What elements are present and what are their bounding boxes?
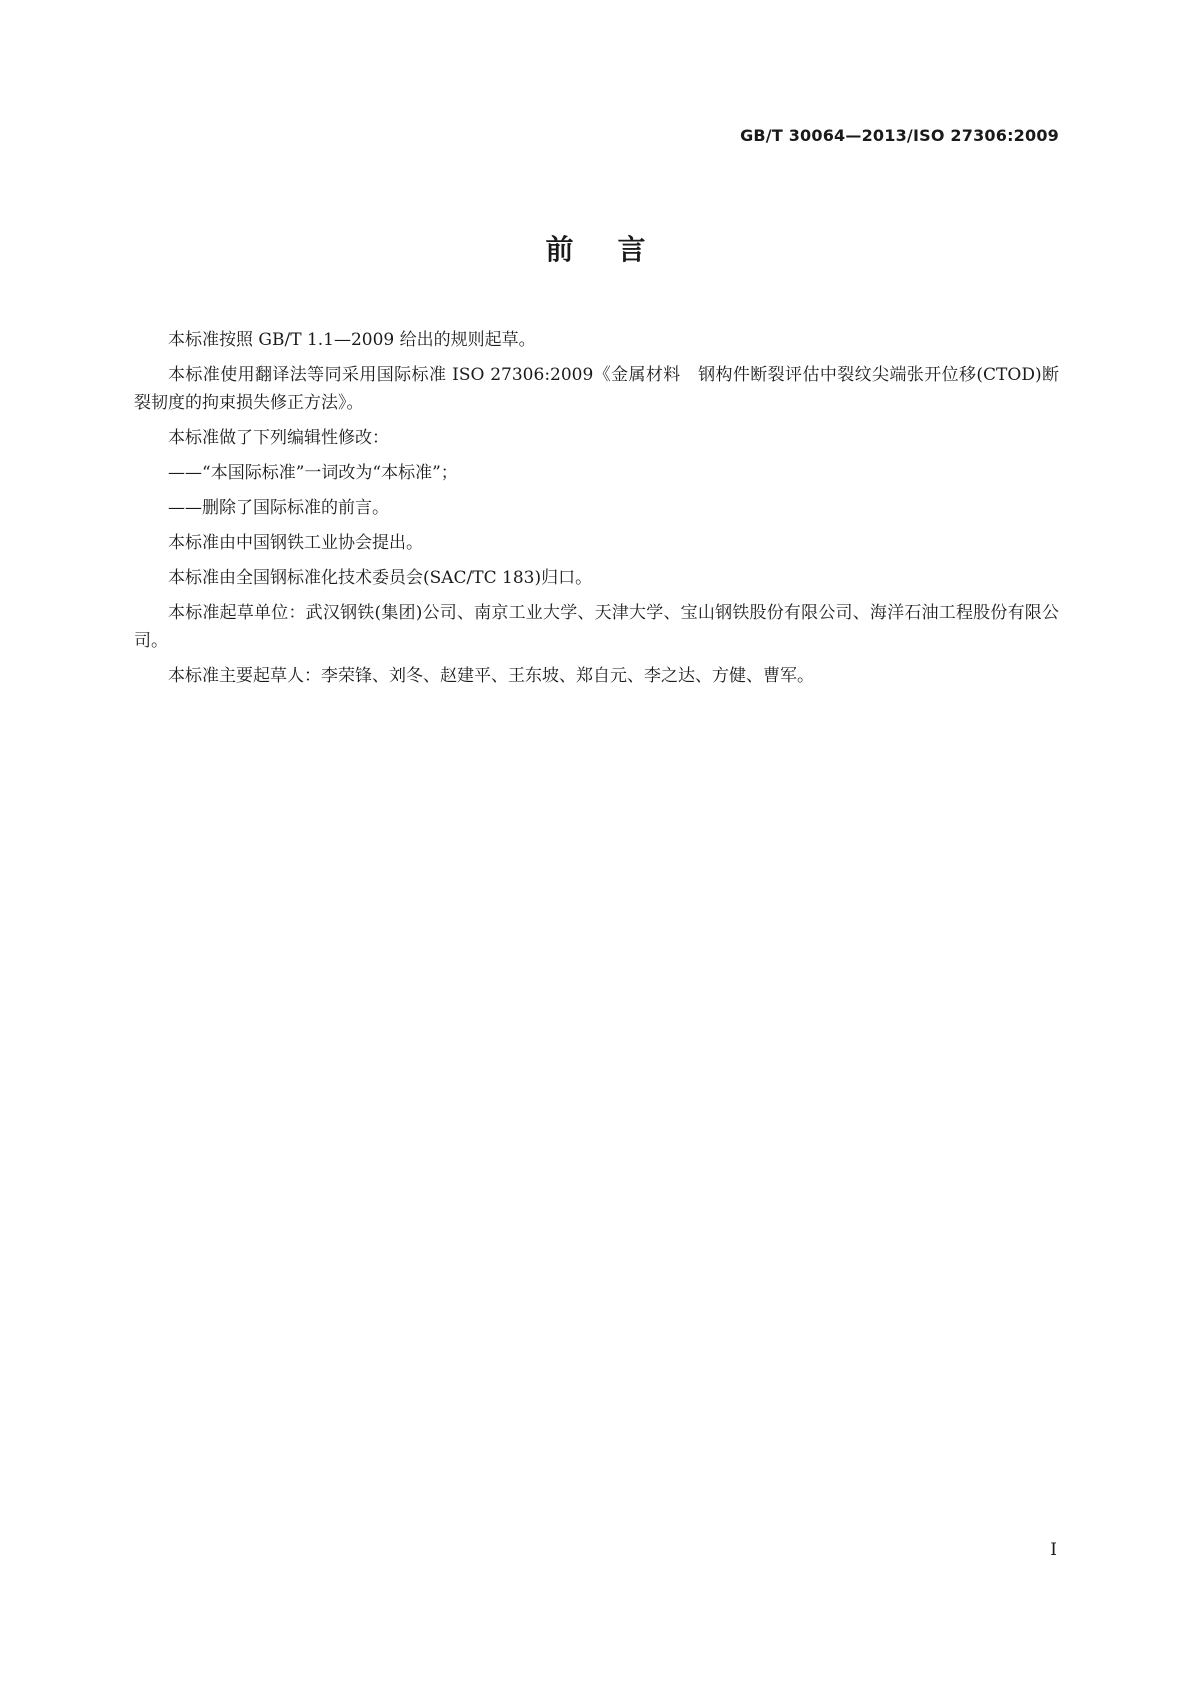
list-item-editorial-change-2: ——删除了国际标准的前言。 [168,498,389,518]
paragraph-drafting-rules: 本标准按照 GB/T 1.1—2009 给出的规则起草。 [168,330,536,350]
paragraph-adoption: 本标准使用翻译法等同采用国际标准 ISO 27306:2009《金属材料 钢构件断裂评估中裂纹尖端张开位移(CTOD)断裂韧度的拘束损失修正方法》。 [134,365,1059,413]
paragraph-proposed-by: 本标准由中国钢铁工业协会提出。 [168,533,423,553]
paragraph-centralized-by: 本标准由全国钢标准化技术委员会(SAC/TC 183)归口。 [168,568,593,588]
standard-number-header: GB/T 30064—2013/ISO 27306:2009 [740,126,1059,145]
page-title: 前言 [545,233,690,266]
paragraph-editorial-changes: 本标准做了下列编辑性修改： [168,428,389,448]
paragraph-drafting-units: 本标准起草单位：武汉钢铁(集团)公司、南京工业大学、天津大学、宝山钢铁股份有限公司、海洋石油工程股份有限公司。 [134,603,1059,651]
page-number: I [1050,1540,1057,1560]
preface-body [134,326,1059,697]
paragraph-drafters: 本标准主要起草人：李荣锋、刘冬、赵建平、王东坡、郑自元、李之达、方健、曹军。 [168,666,814,686]
list-item-editorial-change-1: ——“本国际标准”一词改为“本标准”； [168,463,458,483]
